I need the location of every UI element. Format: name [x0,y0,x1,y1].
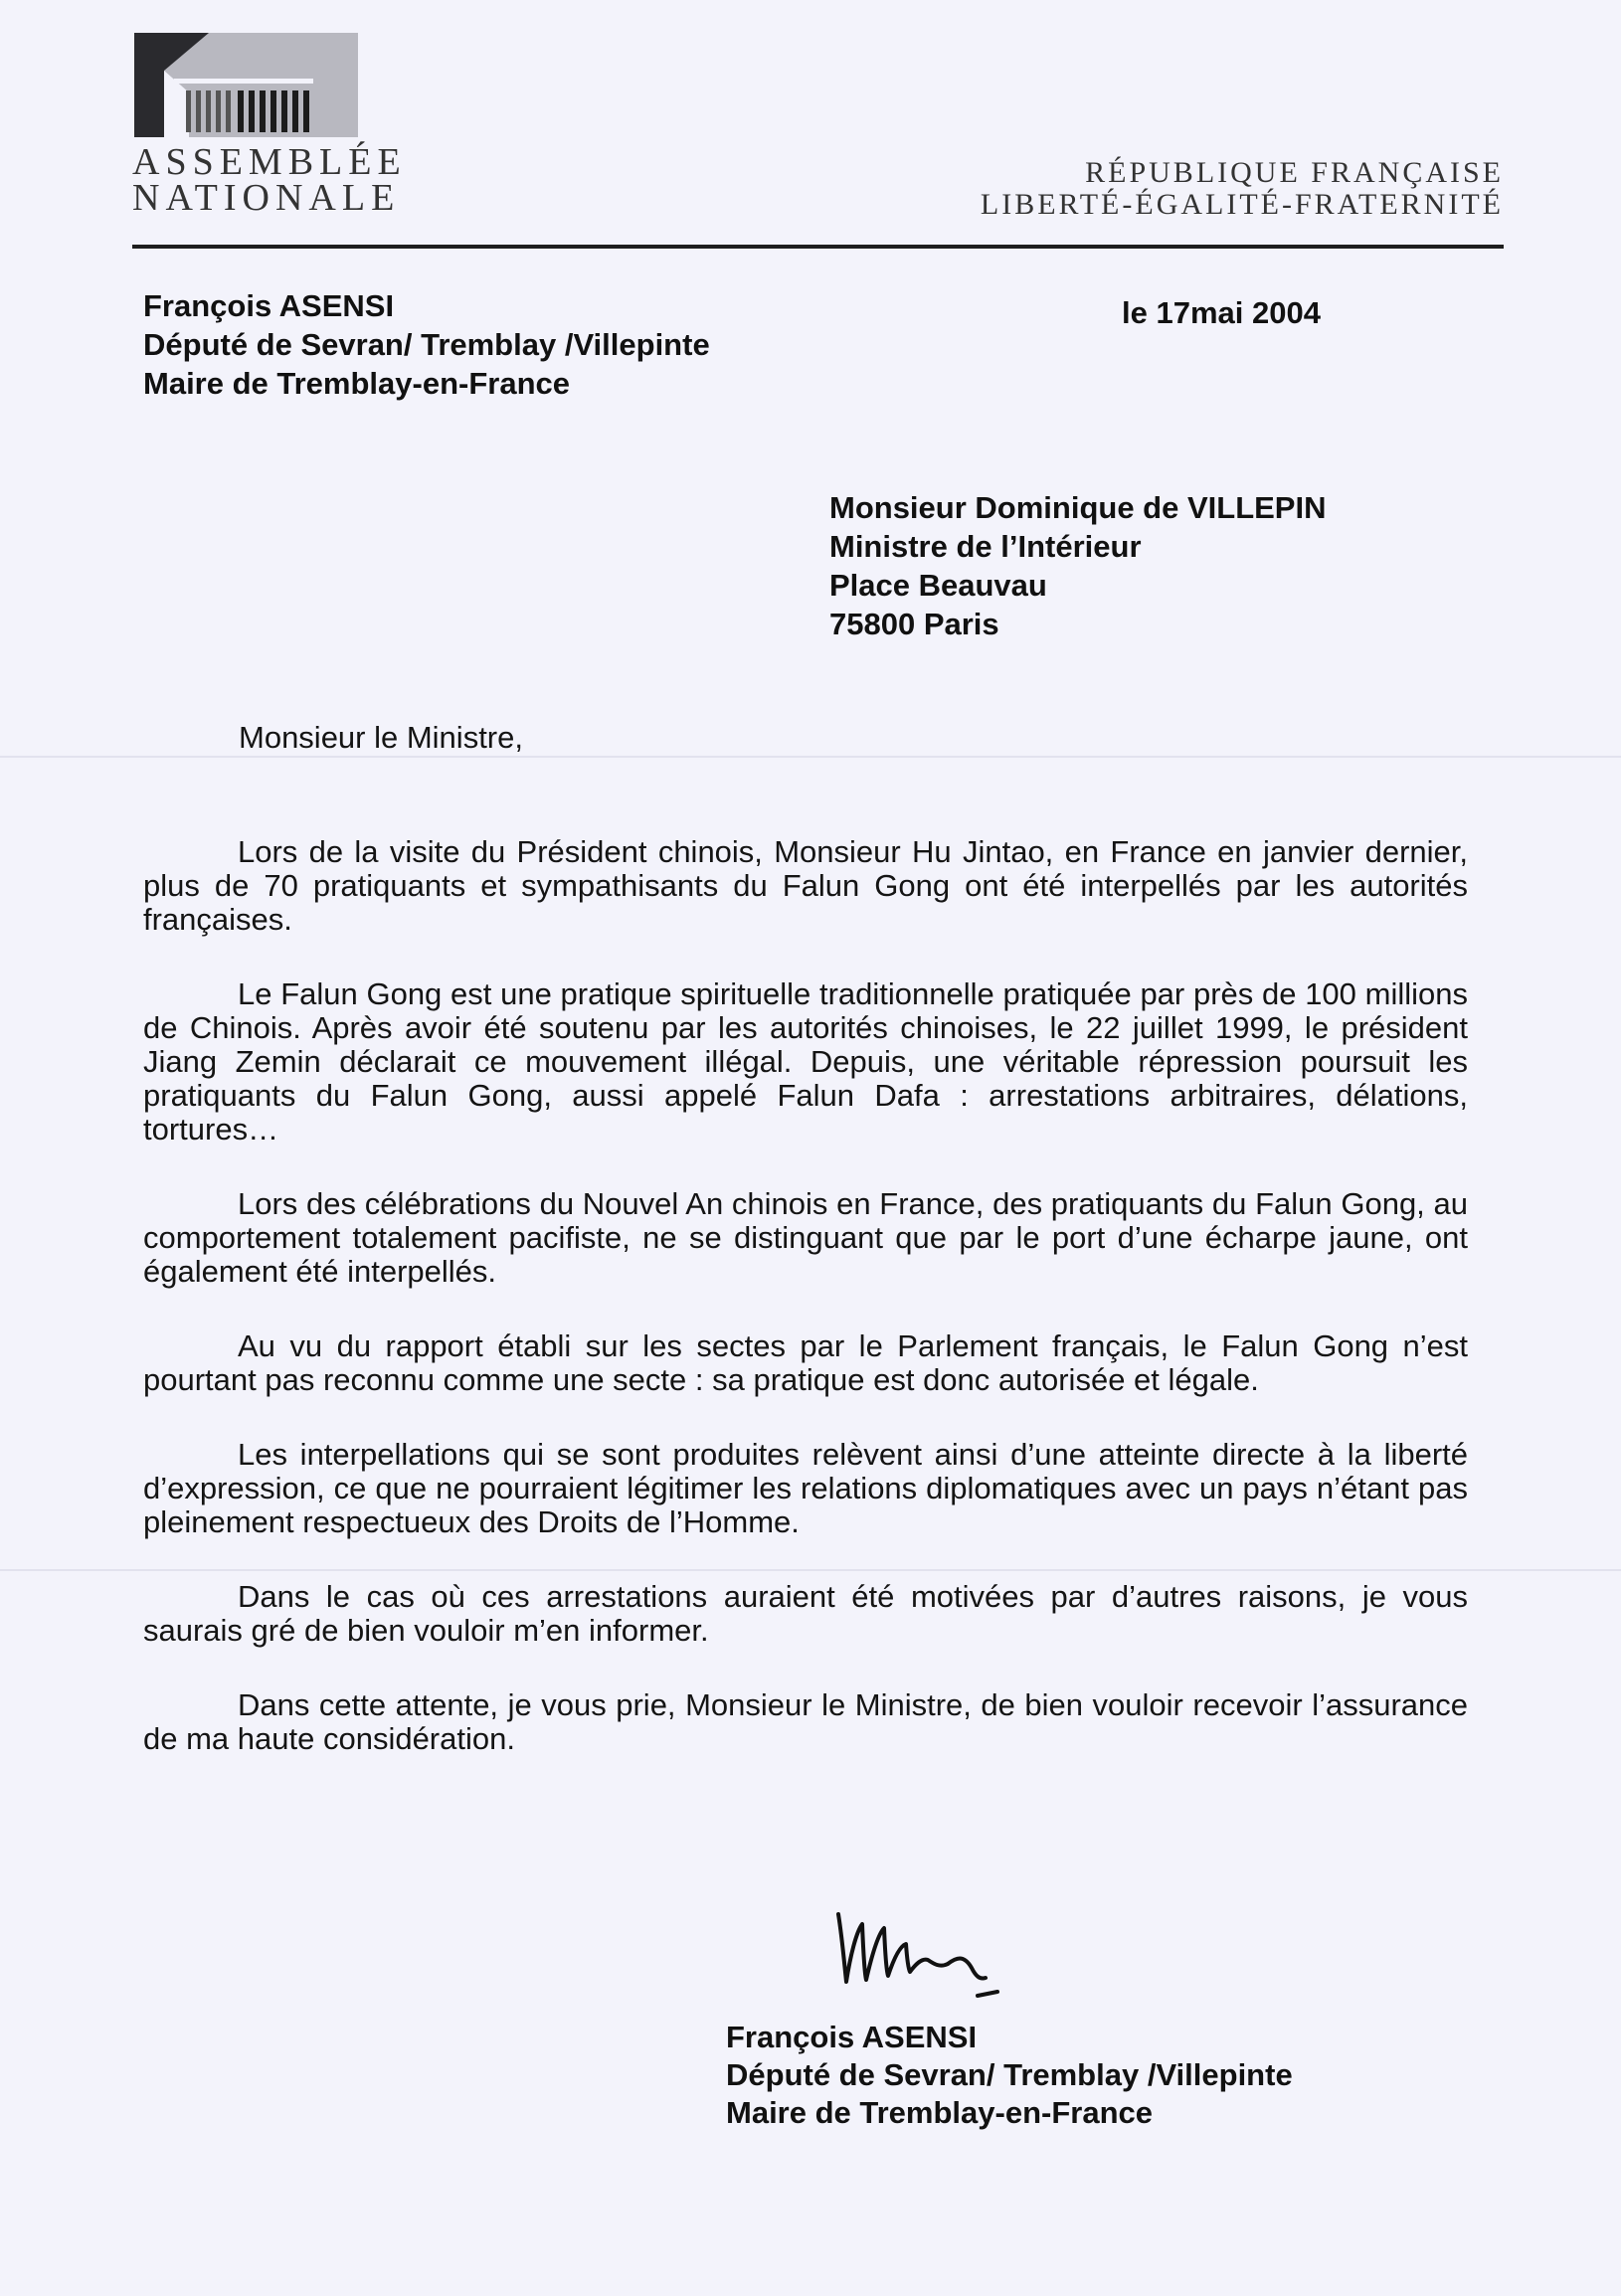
letter-body [143,835,1468,1797]
recipient-street: Place Beauvau [829,568,1047,603]
recipient-title: Ministre de l’Intérieur [829,529,1142,564]
body-paragraph: Les interpellations qui se sont produites relèvent ainsi d’une atteinte directe à la liberté d’expression, ce que ne pourraient légitimer les relations diplomatiques avec un pays n’étant pas pleinement respectueux des Droits de l’Homme. [143,1437,1468,1539]
sender-title: Député de Sevran/ Tremblay /Villepinte [143,327,710,362]
recipient-name: Monsieur Dominique de VILLEPIN [829,490,1327,525]
signature-block [726,2019,1293,2132]
republic-motto [981,157,1504,221]
body-paragraph: Dans cette attente, je vous prie, Monsieur le Ministre, de bien vouloir recevoir l’assurance de ma haute considération. [143,1687,1468,1756]
sender-name: François ASENSI [143,288,395,323]
header-divider [132,245,1504,249]
assemblee-nationale-logo-icon [134,33,358,137]
signatory-title: Maire de Tremblay-en-France [726,2095,1153,2130]
sender-address [143,286,710,403]
body-paragraph: Dans le cas où ces arrestations auraient été motivées par d’autres raisons, je vous saurais gré de bien vouloir m’en informer. [143,1579,1468,1648]
body-paragraph: Lors des célébrations du Nouvel An chinois en France, des pratiquants du Falun Gong, au comportement totalement pacifiste, ne se distinguant que par le port d’une écharpe jaune, ont également été interpellés. [143,1186,1468,1289]
sender-title: Maire de Tremblay-en-France [143,366,570,401]
body-paragraph: Lors de la visite du Président chinois, Monsieur Hu Jintao, en France en janvier dernier, plus de 70 pratiquants et sympathisants du Falun Gong ont été interpellés par les autorités françaises. [143,834,1468,937]
salutation: Monsieur le Ministre, [239,720,523,755]
recipient-address [829,488,1326,643]
body-paragraph: Le Falun Gong est une pratique spirituelle traditionnelle pratiquée par près de 100 millions de Chinois. Après avoir été soutenu par les autorités chinoises, le 22 juillet 1999, le président Jiang Zemin déclarait ce mouvement illégal. Depuis, une véritable répression poursuit les pratiquants du Falun Gong, aussi appelé Falun Dafa : arrestations arbitraires, délations, tortures… [143,976,1468,1147]
signatory-name: François ASENSI [726,2020,978,2054]
republic-name: RÉPUBLIQUE FRANÇAISE [1085,156,1504,189]
handwritten-signature-icon [830,1894,1009,2004]
republic-motto-line: LIBERTÉ-ÉGALITÉ-FRATERNITÉ [980,188,1504,221]
letter-date: le 17mai 2004 [1122,295,1321,330]
body-paragraph: Au vu du rapport établi sur les sectes par le Parlement français, le Falun Gong n’est pourtant pas reconnu comme une secte : sa pratique est donc autorisée et légale. [143,1328,1468,1397]
organization-name-line: NATIONALE [132,177,401,219]
paper-fold-line [0,756,1621,758]
organization-name [132,141,407,219]
recipient-city: 75800 Paris [829,607,999,641]
signatory-title: Député de Sevran/ Tremblay /Villepinte [726,2057,1293,2092]
organization-name-line: ASSEMBLÉE [132,141,407,183]
